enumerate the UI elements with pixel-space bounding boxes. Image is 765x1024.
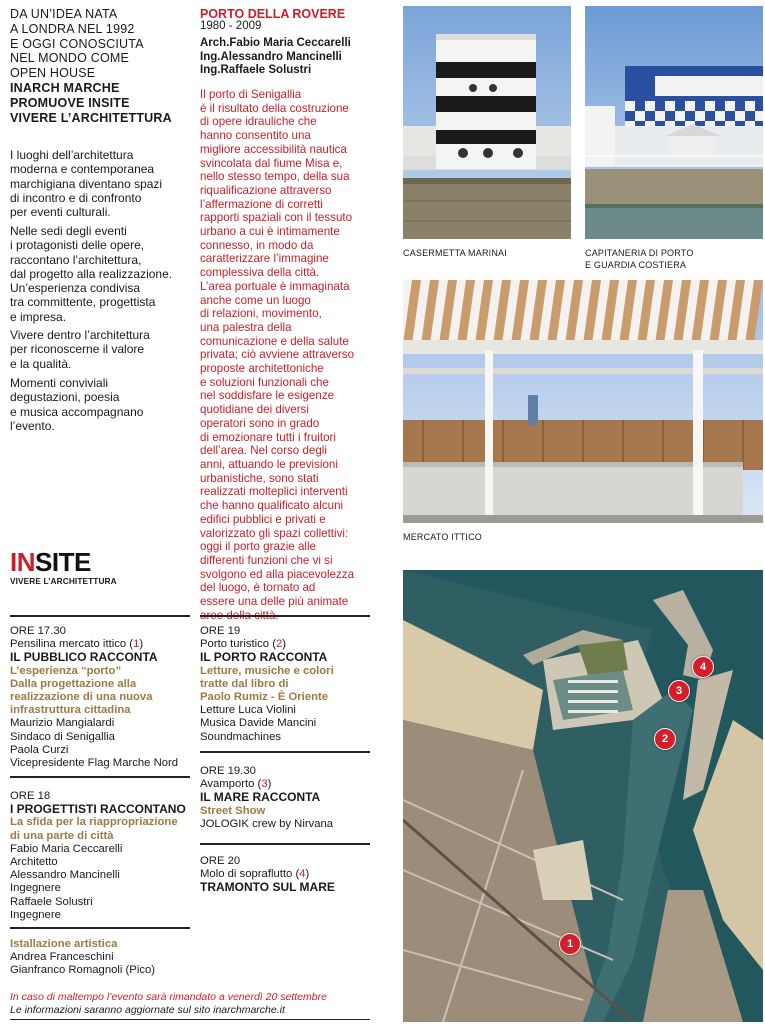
event-1800 [10,790,195,922]
intro-text-line: Momenti conviviali [10,376,109,390]
event-place-close: ) [282,638,287,651]
intro-text-line: degustazioni, poesia [10,390,120,405]
porto-description-line: differenti funzioni che vi si [200,553,333,567]
porto-description-line: caratterizzare l’immagine [200,252,329,266]
footer-note [10,991,327,1017]
porto-description-line: nello stesso tempo, della sua [200,170,350,184]
event-1900 [200,625,375,744]
event-time: ORE 17.30 [10,625,66,637]
event-person: Ingegnere [10,908,61,921]
intro-headline-line: NEL MONDO COME [10,51,130,66]
porto-description-line: L’area portuale è immaginata [200,279,350,293]
intro-headline [10,7,195,125]
event-person: JOLOGIK crew by Nirvana [200,817,334,830]
porto-description-line: migliore accessibilità nautica [200,142,347,156]
event-subtitle: La sfida per la riappropriazione [10,816,178,829]
footer-weather-note: In caso di maltempo l’evento sarà rimandato a venerdì 20 settembre [10,991,327,1003]
author-name: Ing.Alessandro Mancinelli [200,50,342,63]
intro-headline-bold-line: VIVERE L’ARCHITETTURA [10,110,172,125]
porto-description-line: svincolata dal fiume Misa e, [200,156,343,170]
event-place-close: ) [139,638,144,651]
porto-description-line: privata; ciò avviene attraverso [200,348,355,362]
mercato-image [403,280,763,523]
author-name: Ing.Raffaele Solustri [200,64,312,76]
intro-text-line: di incontro e di confronto [10,190,142,205]
event-place-text: Porto turistico ( [200,638,276,651]
porto-description-line: anni, attuando le previsioni [200,457,338,471]
event-title: IL PUBBLICO RACCONTA [10,650,158,665]
event-place-number: 4 [299,868,306,881]
map-marker-3[interactable]: 3 [668,680,690,702]
intro-paragraph-3 [10,328,195,371]
porto-description-line: edifici pubblici e privati e [200,512,326,526]
event-subtitle: tratte dal libro di [200,677,289,690]
intro-headline-line: E OGGI CONOSCIUTA [10,36,144,51]
photo-mercato-ittico [403,280,763,523]
art-installation [10,938,195,978]
event-person: Vicepresidente Flag Marche Nord [10,757,179,770]
photo-casermetta-marinai [403,6,571,239]
event-subtitle: di una parte di città [10,829,114,842]
event-person: Alessandro Mancinelli [10,869,120,882]
event-time: ORE 19.30 [200,765,256,777]
intro-text-line: Vivere dentro l’architettura [10,328,150,342]
intro-paragraph-4 [10,376,195,433]
porto-years: 1980 - 2009 [200,20,262,32]
event-person: Sindaco di Senigallia [10,730,115,743]
intro-headline-line: DA UN’IDEA NATA [10,7,118,21]
event-place-number: 3 [261,778,268,791]
intro-text-line: e impresa. [10,309,67,324]
intro-text-line: I luoghi dell’architettura [10,148,134,162]
intro-paragraph-1 [10,148,195,219]
porto-description-line: del luogo, è tornato ad [200,581,316,595]
intro-text-line: per riconoscerne il valore [10,342,145,357]
logo-wordmark [10,549,130,575]
event-person: Ingegnere [10,882,61,895]
footer-divider [10,1019,370,1020]
intro-text-line: l’evento. [10,418,55,433]
logo-in: IN [10,547,35,577]
event-title: I PROGETTISTI RACCONTANO [10,802,186,817]
intro-text-line: e musica accompagnano [10,404,144,419]
event-title: IL MARE RACCONTA [200,790,321,805]
map-marker-1[interactable]: 1 [559,933,581,955]
porto-description-line: hanno consentito una [200,129,311,143]
caption-text: CASERMETTA MARINAI [403,248,507,258]
porto-description-line: connesso, in modo da [200,238,314,252]
intro-text-line: Un’esperienza condivisa [10,281,141,296]
photo-capitaneria [585,6,763,239]
event-time: ORE 20 [200,855,241,867]
event-title: IL PORTO RACCONTA [200,650,328,665]
schedule-divider [200,751,370,753]
aerial-map-image [403,570,763,1022]
event-place-close: ) [267,778,272,791]
intro-headline-line: OPEN HOUSE [10,66,96,81]
caption-text: MERCATO ITTICO [403,532,482,542]
footer-website-note: Le informazioni saranno aggiornate sul sito inarchmarche.it [10,1004,285,1016]
event-person: Architetto [10,856,58,869]
porto-description-line: quotidiane dei diversi [200,403,309,417]
porto-title: PORTO DELLA ROVERE [200,7,346,21]
event-1730 [10,625,195,770]
schedule-divider [200,843,370,845]
event-person: Fabio Maria Ceccarelli [10,842,123,855]
event-subtitle: Istallazione artistica [10,938,118,950]
event-time: ORE 18 [10,790,51,802]
event-person: Soundmachines [200,730,282,743]
event-place-text: Avamporto ( [200,778,262,791]
event-person: Letture Luca Violini [200,704,296,717]
porto-description-line: anche come un luogo [200,293,311,307]
porto-description-line: di emozionare tutti i fruitori [200,430,336,444]
porto-description-line: valorizzato gli spazi collettivi: [200,526,349,540]
porto-description-line: operatori sono in grado [200,416,320,430]
intro-text-line: tra committente, progettista [10,295,156,310]
caption-text: CAPITANERIA DI PORTO [585,248,694,258]
intro-text-line: dal progetto alla realizzazione. [10,266,173,281]
event-place-text: Molo di sopraflutto ( [200,868,300,881]
caption-mercato [403,531,482,543]
event-place-number: 1 [133,638,140,651]
porto-description-line: comunicazione e della salute [200,334,349,348]
intro-text-line: Nelle sedi degli eventi [10,224,127,238]
porto-description-line: è il risultato della costruzione [200,101,349,115]
intro-text-line: marchigiana diventano spazi [10,176,163,191]
porto-description-line: di opere idrauliche che [200,115,317,129]
insite-logo [10,549,130,586]
intro-text-line: e la qualità. [10,356,72,371]
porto-description-line: che hanno qualificato alcuni [200,499,344,513]
event-subtitle: Dalla progettazione alla [10,677,137,690]
intro-text-line: i protagonisti delle opere, [10,238,145,253]
event-time: ORE 19 [200,625,241,637]
event-person: Paola Curzi [10,743,69,756]
porto-description-line: svolgono ed alla piacevolezza [200,567,355,581]
intro-headline-bold-line: PROMUOVE INSITE [10,95,130,110]
event-title: TRAMONTO SUL MARE [200,880,335,895]
porto-description-line: urbanistiche, sono stati [200,471,319,485]
porto-description [200,88,375,622]
casermetta-image [403,6,571,239]
intro-paragraph-2 [10,224,195,324]
event-1930 [200,765,375,831]
event-subtitle: infrastruttura cittadina [10,704,131,717]
event-subtitle: realizzazione di una nuova [10,691,153,704]
event-subtitle: L’esperienza “porto” [10,664,122,677]
logo-subtitle: VIVERE L’ARCHITETTURA [10,576,117,586]
event-person: Raffaele Solustri [10,895,93,908]
porto-description-line: una palestra della [200,320,292,334]
porto-description-line: di relazioni, movimento, [200,307,322,321]
event-person: Maurizio Mangialardi [10,717,115,730]
map-marker-2[interactable]: 2 [654,728,676,750]
porto-description-line: e soluzioni funzionali che [200,375,329,389]
intro-headline-line: A LONDRA NEL 1992 [10,21,135,36]
porto-description-line: complessiva della città. [200,266,320,280]
map-marker-4[interactable]: 4 [692,656,714,678]
caption-casermetta [403,247,507,259]
porto-description-line: oggi il porto grazie alle [200,540,317,554]
intro-text-line: raccontano l’architettura, [10,252,142,267]
event-person: Gianfranco Romagnoli (Pico) [10,964,156,977]
intro-headline-bold-line: INARCH MARCHE [10,80,120,95]
porto-description-line: riqualificazione attraverso [200,183,332,197]
caption-text: E GUARDIA COSTIERA [585,260,687,270]
event-place-text: Pensilina mercato ittico ( [10,638,134,651]
event-subtitle: Letture, musiche e colori [200,664,334,677]
porto-description-line: urbano a cui è intimamente [200,225,340,239]
porto-description-line: proposte architettoniche [200,362,324,376]
schedule-divider [200,615,370,617]
porto-description-line: essere una delle più animate [200,595,349,609]
porto-description-line: nel soddisfare le esigenze [200,389,335,403]
event-person: Andrea Franceschini [10,951,114,964]
event-place-number: 2 [275,638,283,651]
schedule-divider [10,615,190,617]
event-subtitle: Paolo Rumiz - È Oriente [200,691,329,704]
porto-description-line: l’affermazione di corretti [200,197,323,211]
schedule-divider [10,776,190,778]
intro-text-line: per eventi culturali. [10,205,111,220]
schedule-divider [10,927,190,929]
logo-site: SITE [35,547,91,577]
caption-capitaneria [585,247,694,271]
porto-authors [200,37,351,78]
aerial-map [403,570,763,1022]
porto-description-line: dell’area. Nel corso degli [200,444,327,458]
author-name: Arch.Fabio Maria Ceccarelli [200,37,351,49]
event-person: Musica Davide Mancini [200,717,317,730]
event-subtitle: Street Show [200,804,266,817]
event-place-close: ) [305,868,310,881]
event-2000 [200,855,375,895]
intro-text-line: moderna e contemporanea [10,162,155,177]
porto-description-line: rapporti spaziali con il tessuto [200,211,353,225]
capitaneria-image [585,6,763,239]
porto-description-line: Il porto di Senigallia [200,88,302,101]
porto-description-line: realizzati molteplici interventi [200,485,348,499]
